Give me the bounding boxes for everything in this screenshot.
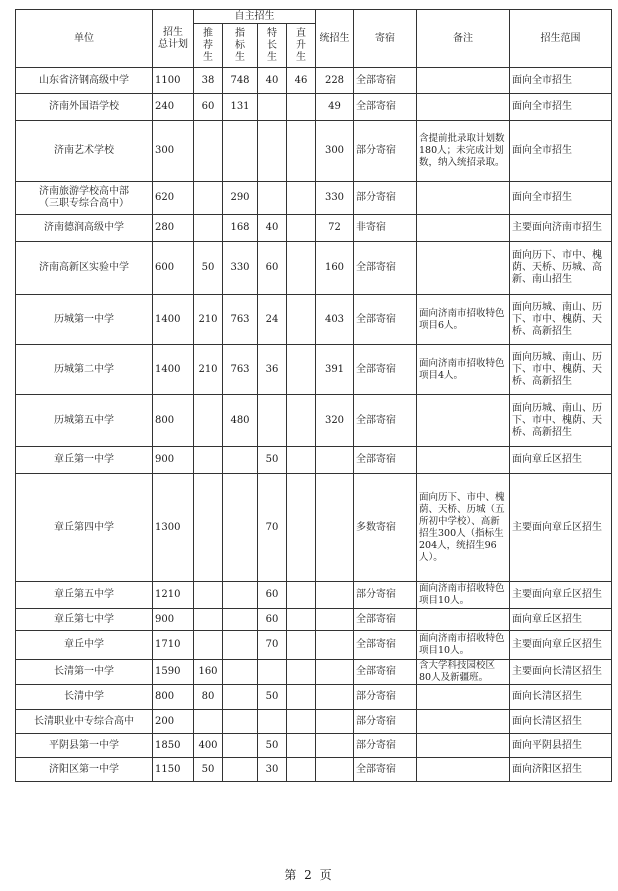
direct-cell — [287, 94, 316, 121]
plan-cell: 800 — [153, 395, 194, 447]
remark-cell: 面向济南市招收特色项目10人。 — [417, 582, 510, 609]
scope-cell: 主要面向章丘区招生 — [510, 474, 612, 582]
direct-cell — [287, 710, 316, 734]
recommend-cell: 60 — [194, 94, 223, 121]
plan-cell: 240 — [153, 94, 194, 121]
plan-cell: 900 — [153, 447, 194, 474]
special-cell: 70 — [258, 474, 287, 582]
direct-cell: 46 — [287, 68, 316, 94]
table-row — [16, 447, 612, 474]
scope-cell: 面向历下、市中、槐荫、天桥、历城、高新、南山招生 — [510, 242, 612, 295]
special-cell: 60 — [258, 582, 287, 609]
remark-cell — [417, 395, 510, 447]
unified-cell — [316, 609, 354, 631]
plan-cell: 1150 — [153, 758, 194, 782]
special-cell: 24 — [258, 295, 287, 345]
unit-cell: 长清中学 — [16, 685, 153, 710]
special-cell — [258, 94, 287, 121]
direct-cell — [287, 734, 316, 758]
scope-cell: 面向章丘区招生 — [510, 447, 612, 474]
unit-cell: 章丘第七中学 — [16, 609, 153, 631]
boarding-cell: 全部寄宿 — [354, 242, 417, 295]
table-row — [16, 94, 612, 121]
enrollment-table — [15, 9, 612, 782]
unified-cell: 320 — [316, 395, 354, 447]
boarding-cell: 全部寄宿 — [354, 447, 417, 474]
direct-cell — [287, 758, 316, 782]
indicator-cell — [223, 685, 258, 710]
plan-cell: 1210 — [153, 582, 194, 609]
table-row — [16, 295, 612, 345]
plan-cell: 1400 — [153, 295, 194, 345]
boarding-cell: 全部寄宿 — [354, 68, 417, 94]
boarding-cell: 部分寄宿 — [354, 685, 417, 710]
unit-cell: 章丘第四中学 — [16, 474, 153, 582]
recommend-cell — [194, 710, 223, 734]
special-cell: 50 — [258, 734, 287, 758]
unit-cell: 历城第一中学 — [16, 295, 153, 345]
special-cell: 60 — [258, 242, 287, 295]
recommend-cell — [194, 447, 223, 474]
plan-cell: 800 — [153, 685, 194, 710]
unit-cell: 济南旅游学校高中部 （三职专综合高中） — [16, 182, 153, 215]
plan-cell: 300 — [153, 121, 194, 182]
indicator-cell: 290 — [223, 182, 258, 215]
recommend-cell: 50 — [194, 758, 223, 782]
remark-cell: 面向济南市招收特色项目10人。 — [417, 631, 510, 660]
remark-cell — [417, 710, 510, 734]
recommend-cell — [194, 582, 223, 609]
scope-cell: 面向全市招生 — [510, 68, 612, 94]
unified-cell: 403 — [316, 295, 354, 345]
recommend-cell: 80 — [194, 685, 223, 710]
recommend-cell: 160 — [194, 660, 223, 685]
direct-cell — [287, 685, 316, 710]
special-cell — [258, 395, 287, 447]
table-row — [16, 242, 612, 295]
unit-cell: 章丘中学 — [16, 631, 153, 660]
unit-cell: 历城第二中学 — [16, 345, 153, 395]
header-recommend: 推 荐 生 — [194, 24, 223, 68]
unit-cell: 济南德润高级中学 — [16, 215, 153, 242]
scope-cell: 面向全市招生 — [510, 94, 612, 121]
recommend-cell — [194, 631, 223, 660]
special-cell — [258, 660, 287, 685]
unified-cell — [316, 631, 354, 660]
boarding-cell: 全部寄宿 — [354, 758, 417, 782]
direct-cell — [287, 121, 316, 182]
remark-cell — [417, 215, 510, 242]
unit-cell: 章丘第一中学 — [16, 447, 153, 474]
unit-cell: 章丘第五中学 — [16, 582, 153, 609]
table-row — [16, 582, 612, 609]
remark-cell — [417, 242, 510, 295]
scope-cell: 主要面向济南市招生 — [510, 215, 612, 242]
remark-cell — [417, 94, 510, 121]
unified-cell: 300 — [316, 121, 354, 182]
recommend-cell: 210 — [194, 295, 223, 345]
scope-cell: 面向全市招生 — [510, 182, 612, 215]
unit-cell: 济南外国语学校 — [16, 94, 153, 121]
direct-cell — [287, 609, 316, 631]
special-cell — [258, 121, 287, 182]
header-boarding: 寄宿 — [354, 10, 417, 68]
recommend-cell: 38 — [194, 68, 223, 94]
scope-cell: 主要面向章丘区招生 — [510, 631, 612, 660]
direct-cell — [287, 631, 316, 660]
scope-cell: 面向平阴县招生 — [510, 734, 612, 758]
unit-cell: 济南高新区实验中学 — [16, 242, 153, 295]
unit-cell: 济阳区第一中学 — [16, 758, 153, 782]
boarding-cell: 全部寄宿 — [354, 660, 417, 685]
special-cell: 50 — [258, 685, 287, 710]
remark-cell: 面向济南市招收特色项目4人。 — [417, 345, 510, 395]
remark-cell — [417, 68, 510, 94]
recommend-cell — [194, 121, 223, 182]
recommend-cell — [194, 474, 223, 582]
boarding-cell: 非寄宿 — [354, 215, 417, 242]
boarding-cell: 全部寄宿 — [354, 609, 417, 631]
table-row — [16, 758, 612, 782]
unified-cell — [316, 685, 354, 710]
unit-cell: 长清职业中专综合高中 — [16, 710, 153, 734]
unit-cell: 山东省济钢高级中学 — [16, 68, 153, 94]
scope-cell: 面向历城、南山、历下、市中、槐荫、天桥、高新招生 — [510, 395, 612, 447]
direct-cell — [287, 295, 316, 345]
unified-cell — [316, 710, 354, 734]
boarding-cell: 全部寄宿 — [354, 94, 417, 121]
boarding-cell: 全部寄宿 — [354, 295, 417, 345]
unified-cell — [316, 582, 354, 609]
scope-cell: 面向章丘区招生 — [510, 609, 612, 631]
unified-cell: 72 — [316, 215, 354, 242]
plan-cell: 620 — [153, 182, 194, 215]
indicator-cell: 748 — [223, 68, 258, 94]
indicator-cell: 131 — [223, 94, 258, 121]
header-self-enrollment: 自主招生 — [194, 10, 316, 24]
table-row — [16, 182, 612, 215]
special-cell: 30 — [258, 758, 287, 782]
special-cell: 40 — [258, 215, 287, 242]
special-cell: 70 — [258, 631, 287, 660]
scope-cell: 面向历城、南山、历下、市中、槐荫、天桥、高新招生 — [510, 345, 612, 395]
remark-cell — [417, 609, 510, 631]
scope-cell: 面向长清区招生 — [510, 685, 612, 710]
unit-cell: 平阴县第一中学 — [16, 734, 153, 758]
indicator-cell — [223, 758, 258, 782]
unit-cell: 历城第五中学 — [16, 395, 153, 447]
scope-cell: 面向全市招生 — [510, 121, 612, 182]
scope-cell: 面向历城、南山、历下、市中、槐荫、天桥、高新招生 — [510, 295, 612, 345]
remark-cell: 含大学科技园校区80人及新疆班。 — [417, 660, 510, 685]
indicator-cell — [223, 582, 258, 609]
remark-cell: 含提前批录取计划数180人；未完成计划数，纳入统招录取。 — [417, 121, 510, 182]
indicator-cell — [223, 660, 258, 685]
boarding-cell: 全部寄宿 — [354, 395, 417, 447]
direct-cell — [287, 215, 316, 242]
indicator-cell — [223, 734, 258, 758]
plan-cell: 1100 — [153, 68, 194, 94]
boarding-cell: 部分寄宿 — [354, 734, 417, 758]
remark-cell: 面向济南市招收特色项目6人。 — [417, 295, 510, 345]
special-cell: 36 — [258, 345, 287, 395]
plan-cell: 200 — [153, 710, 194, 734]
unified-cell — [316, 447, 354, 474]
header-remark: 备注 — [417, 10, 510, 68]
recommend-cell: 50 — [194, 242, 223, 295]
header-special: 特 长 生 — [258, 24, 287, 68]
indicator-cell — [223, 121, 258, 182]
unified-cell: 49 — [316, 94, 354, 121]
header-direct: 直 升 生 — [287, 24, 316, 68]
plan-cell: 1400 — [153, 345, 194, 395]
indicator-cell — [223, 631, 258, 660]
table-row — [16, 734, 612, 758]
direct-cell — [287, 660, 316, 685]
unified-cell: 228 — [316, 68, 354, 94]
plan-cell: 900 — [153, 609, 194, 631]
direct-cell — [287, 345, 316, 395]
unified-cell — [316, 474, 354, 582]
remark-cell — [417, 758, 510, 782]
boarding-cell: 部分寄宿 — [354, 182, 417, 215]
plan-cell: 600 — [153, 242, 194, 295]
direct-cell — [287, 447, 316, 474]
table-row — [16, 710, 612, 734]
page-number: 第 2 页 — [284, 868, 334, 882]
unified-cell — [316, 660, 354, 685]
plan-cell: 1850 — [153, 734, 194, 758]
table-row — [16, 474, 612, 582]
header-unified: 统招生 — [316, 10, 354, 68]
header-unit: 单位 — [16, 10, 153, 68]
unit-cell: 长清第一中学 — [16, 660, 153, 685]
special-cell — [258, 710, 287, 734]
recommend-cell — [194, 215, 223, 242]
table-row — [16, 395, 612, 447]
recommend-cell — [194, 609, 223, 631]
scope-cell: 主要面向长清区招生 — [510, 660, 612, 685]
unified-cell: 160 — [316, 242, 354, 295]
table-row — [16, 631, 612, 660]
special-cell — [258, 182, 287, 215]
direct-cell — [287, 182, 316, 215]
table-row — [16, 121, 612, 182]
table-row — [16, 345, 612, 395]
indicator-cell: 763 — [223, 295, 258, 345]
special-cell: 50 — [258, 447, 287, 474]
scope-cell: 主要面向章丘区招生 — [510, 582, 612, 609]
direct-cell — [287, 242, 316, 295]
table-row — [16, 68, 612, 94]
header-plan: 招生 总计划 — [153, 10, 194, 68]
table-row — [16, 685, 612, 710]
table-row — [16, 660, 612, 685]
boarding-cell: 部分寄宿 — [354, 710, 417, 734]
indicator-cell — [223, 710, 258, 734]
recommend-cell: 400 — [194, 734, 223, 758]
unified-cell: 330 — [316, 182, 354, 215]
scope-cell: 面向长清区招生 — [510, 710, 612, 734]
table-row — [16, 215, 612, 242]
unit-cell: 济南艺术学校 — [16, 121, 153, 182]
indicator-cell: 763 — [223, 345, 258, 395]
special-cell: 40 — [258, 68, 287, 94]
boarding-cell: 全部寄宿 — [354, 631, 417, 660]
special-cell: 60 — [258, 609, 287, 631]
remark-cell — [417, 182, 510, 215]
remark-cell — [417, 685, 510, 710]
recommend-cell: 210 — [194, 345, 223, 395]
unified-cell — [316, 758, 354, 782]
indicator-cell — [223, 474, 258, 582]
plan-cell: 280 — [153, 215, 194, 242]
direct-cell — [287, 395, 316, 447]
plan-cell: 1300 — [153, 474, 194, 582]
indicator-cell: 330 — [223, 242, 258, 295]
remark-cell: 面向历下、市中、槐荫、天桥、历城（五所初中学校）、高新招生300人（指标生204人，统招生96人）。 — [417, 474, 510, 582]
plan-cell: 1710 — [153, 631, 194, 660]
boarding-cell: 部分寄宿 — [354, 582, 417, 609]
direct-cell — [287, 474, 316, 582]
indicator-cell — [223, 447, 258, 474]
recommend-cell — [194, 182, 223, 215]
indicator-cell — [223, 609, 258, 631]
plan-cell: 1590 — [153, 660, 194, 685]
boarding-cell: 全部寄宿 — [354, 345, 417, 395]
indicator-cell: 480 — [223, 395, 258, 447]
header-indicator: 指 标 生 — [223, 24, 258, 68]
unified-cell — [316, 734, 354, 758]
table-row — [16, 609, 612, 631]
scope-cell: 面向济阳区招生 — [510, 758, 612, 782]
remark-cell — [417, 447, 510, 474]
recommend-cell — [194, 395, 223, 447]
header-scope: 招生范围 — [510, 10, 612, 68]
indicator-cell: 168 — [223, 215, 258, 242]
remark-cell — [417, 734, 510, 758]
direct-cell — [287, 582, 316, 609]
boarding-cell: 部分寄宿 — [354, 121, 417, 182]
boarding-cell: 多数寄宿 — [354, 474, 417, 582]
unified-cell: 391 — [316, 345, 354, 395]
